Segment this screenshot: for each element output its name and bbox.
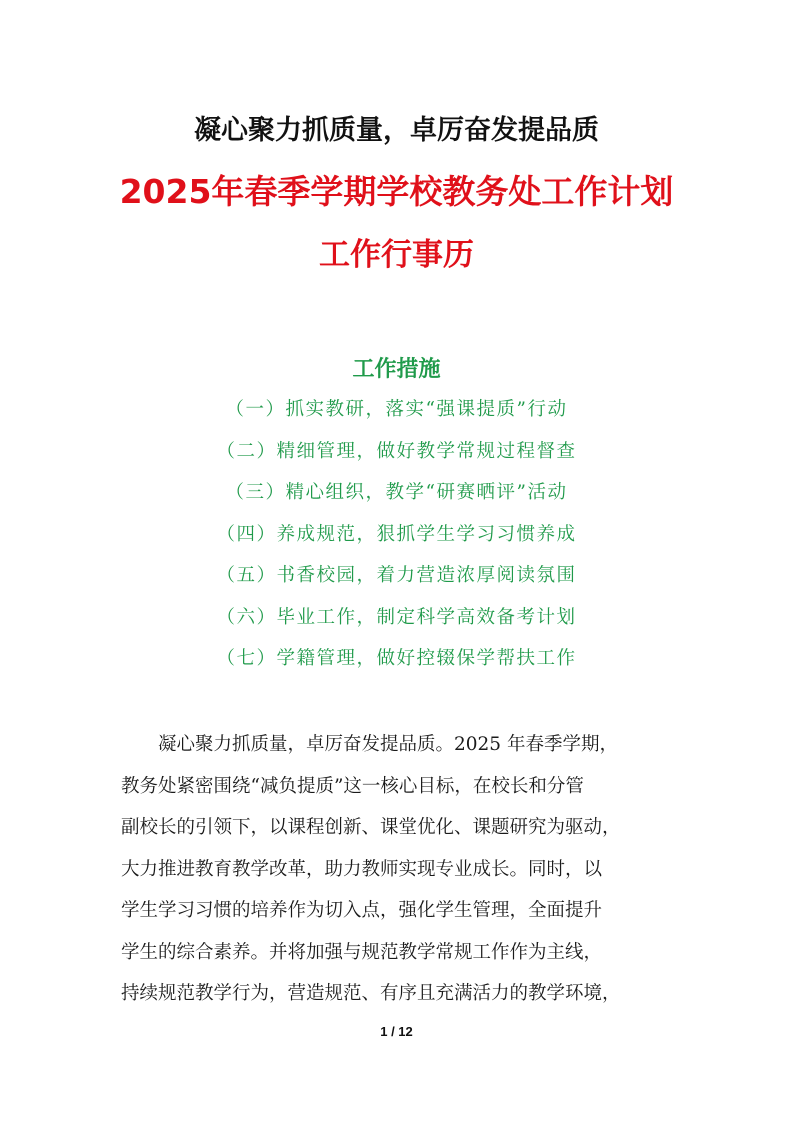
body-line: 副校长的引领下，以课程创新、课堂优化、课题研究为驱动， [121, 817, 621, 838]
body-line: 持续规范教学行为，营造规范、有序且充满活力的教学环境， [121, 983, 621, 1004]
page-number: 1 / 12 [380, 1024, 413, 1039]
body-paragraph [121, 724, 676, 1015]
document-title-line-2: 2025年春季学期学校教务处工作计划 [119, 172, 674, 211]
body-line: 学生学习习惯的培养作为切入点，强化学生管理，全面提升 [121, 900, 603, 921]
measure-item: （六）毕业工作，制定科学高效备考计划 [216, 606, 577, 628]
body-line: 大力推进教育教学改革，助力教师实现专业成长。同时，以 [121, 858, 603, 880]
body-line: 凝心聚力抓质量，卓厉奋发提品质。2025 年春季学期， [158, 734, 618, 755]
measure-item: （二）精细管理，做好教学常规过程督查 [216, 440, 577, 462]
document-title-line-1: 凝心聚力抓质量，卓厉奋发提品质 [194, 115, 599, 146]
measure-item: （五）书香校园，着力营造浓厚阅读氛围 [216, 565, 577, 586]
measures-list [0, 396, 793, 687]
measures-heading: 工作措施 [352, 357, 441, 382]
body-line: 教务处紧密围绕“减负提质”这一核心目标，在校长和分管 [121, 775, 584, 797]
measure-item: （三）精心组织，教学“研赛晒评”活动 [225, 482, 568, 503]
measure-item: （一）抓实教研，落实“强课提质”行动 [225, 399, 568, 420]
document-title-line-3: 工作行事历 [319, 237, 474, 273]
measure-item: （四）养成规范，狠抓学生学习习惯养成 [216, 523, 577, 545]
measure-item: （七）学籍管理，做好控辍保学帮扶工作 [216, 648, 577, 669]
body-line: 学生的综合素养。并将加强与规范教学常规工作作为主线， [121, 941, 603, 963]
